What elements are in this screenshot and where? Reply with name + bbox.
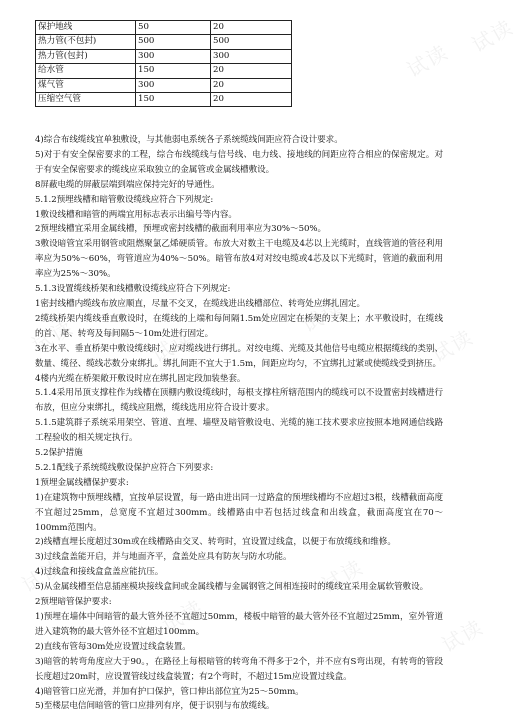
paragraph: 4楼内光缆在桥架敞开敷设时应在绑扎固定段加装垫套。: [35, 373, 246, 384]
paragraph: 1预埋金属线槽保护要求:: [35, 477, 129, 488]
section-heading: 5.2保护措施: [35, 448, 83, 459]
table-cell: 300: [136, 49, 211, 63]
paragraph: 1)预埋在墙体中间暗管的最大管外径不宜超过50mm，楼板中暗管的最大管外径不宜超过25mm，室外管道进入建筑物的最大管外径不宜超过100mm。: [35, 612, 443, 637]
table-row: [36, 64, 292, 78]
table-cell: 150: [136, 64, 211, 78]
paragraph: 5)至楼层电信间暗管的管口应排列有序，便于识别与布放缆线。: [35, 701, 275, 712]
paragraph: 5)从金属线槽至信息插座模块接线盒间或金属线槽与金属钢管之间相连接时的缆线宜采用金属软管敷设。: [35, 582, 429, 593]
paragraph: 4)过线盒和接线盒盒盖应能抗压。: [35, 567, 164, 578]
table-cell: 300: [136, 78, 211, 92]
table-cell: 50: [136, 21, 211, 35]
section-heading: 5.1.2预埋线槽和暗管敷设缆线应符合下列规定:: [35, 194, 214, 205]
table-row: [36, 49, 292, 63]
table-cell: 20: [211, 93, 292, 107]
watermark: 试读: [317, 554, 368, 598]
paragraph: 2)直线布管每30m处应设置过线盒装置。: [35, 641, 191, 652]
paragraph: 1密封线槽内缆线布放应顺直，尽量不交叉，在缆线进出线槽部位、转弯处应绑扎固定。: [35, 298, 366, 309]
paragraph: 3敷设暗管宜采用钢管或阻燃聚氯乙烯硬质管。布放大对数主干电缆及4芯以上光缆时，直线管道的管径利用率应为50%～60%，弯管道应为40%～50%。暗管布放4对对绞电缆或4芯及以下光缆时，管道的截面利用率应为25%～30%。: [35, 239, 443, 280]
table-cell: 保护地线: [36, 21, 136, 35]
paragraph: 2预埋线槽宜采用金属线槽，预埋或密封线槽的截面利用率应为30%～50%。: [35, 224, 327, 235]
paragraph: 3)过线盒盖能开启，并与地面齐平，盒盖处应具有防灰与防水功能。: [35, 552, 292, 563]
watermark: 试读: [147, 324, 198, 368]
watermark: 试读: [437, 614, 488, 658]
paragraph: 3在水平、垂直桥架中敷设缆线时，应对缆线进行绑扎。对绞电缆、光缆及其他信号电缆应根据缆线的类别、数量、缆径、缆线芯数分束绑扎。绑扎间距不宜大于1.5m，间距应均匀，不宜绑扎过紧或使缆线受到挤压。: [35, 343, 443, 369]
paragraph: 5.1.4采用吊顶支撑柱作为线槽在顶棚内敷设缆线时，每根支撑柱所辖范围内的缆线可以不设置密封线槽进行布放，但应分束绑扎，缆线应阻燃，缆线选用应符合设计要求。: [35, 388, 443, 414]
table-cell: 500: [136, 35, 211, 49]
watermark: 试读: [402, 39, 453, 83]
watermark: 试读: [467, 14, 518, 58]
table-cell: 20: [211, 78, 292, 92]
paragraph: 5.1.5建筑群子系统采用架空、管道、直埋、墙壁及暗管敷设电、光缆的施工技术要求应按照本地网通信线路工程验收的相关规定执行。: [35, 418, 443, 444]
pipe-spacing-table: [35, 20, 292, 107]
table-cell: 热力管(包封): [36, 49, 136, 63]
table-cell: 煤气管: [36, 78, 136, 92]
table-cell: 热力管(不包封): [36, 35, 136, 49]
table-cell: 150: [136, 93, 211, 107]
watermark: 试读: [27, 314, 78, 358]
table-cell: 给水管: [36, 64, 136, 78]
paragraph: 8屏蔽电缆的屏蔽层端到端应保持完好的导通性。: [35, 179, 220, 190]
table-cell: 500: [211, 35, 292, 49]
table-row: [36, 93, 292, 107]
watermark: 试读: [297, 294, 348, 338]
watermark: 试读: [17, 554, 68, 598]
paragraph: 2缆线桥架内缆线垂直敷设时，在缆线的上端和每间隔1.5m处应固定在桥架的支架上；水平敷设时，在缆线的首、尾、转弯及每间隔5～10m处进行固定。: [35, 313, 443, 339]
document-body: [35, 133, 443, 714]
table-row: [36, 35, 292, 49]
section-heading: 5.2.1配线子系统缆线敷设保护应符合下列要求:: [35, 462, 214, 473]
paragraph: 2预埋暗管保护要求:: [35, 597, 112, 608]
table-row: [36, 21, 292, 35]
paragraph: 2)线槽直埋长度超过30m或在线槽路由交叉、转弯时，宜设置过线盒，以便于布放缆线和维修。: [35, 537, 396, 548]
paragraph: 3)暗管的转弯角度应大于90。，在路径上每根暗管的转弯角不得多于2个，并不应有S弯出现，有转弯的管段长度超过20m时，应设置管线过线盒装置；有2个弯时，不超过15m应设置过线盒。: [35, 656, 443, 682]
paragraph: 4)暗管管口应光滑，并加有护口保护，管口伸出部位宜为25～50mm。: [35, 686, 304, 697]
paragraph: 1)在建筑物中预埋线槽，宜按单层设置，每一路由进出同一过路盒的预埋线槽均不应超过3根，线槽截面高度不宜超过25mm，总宽度不宜超过300mm。线槽路由中若包括过线盒和出线盒，截面高度宜在70～100mm范围内。: [35, 492, 443, 533]
table-row: [36, 78, 292, 92]
paragraph: 5)对于有安全保密要求的工程，综合布线缆线与信号线、电力线、接地线的间距应符合相应的保密规定。对于有安全保密要求的缆线应采取独立的金属管或金属线槽敷设。: [35, 149, 443, 175]
paragraph: 4)综合布线缆线宜单独敷设，与其他弱电系统各子系统缆线间距应符合设计要求。: [35, 135, 343, 145]
section-heading: 5.1.3设置缆线桥架和线槽敷设缆线应符合下列规定:: [35, 284, 231, 295]
table-cell: 压缩空气管: [36, 93, 136, 107]
paragraph: 1敷设线槽和暗管的两端宜用标志表示出编号等内容。: [35, 209, 237, 220]
table-cell: 300: [211, 49, 292, 63]
watermark: 试读: [427, 324, 478, 368]
watermark: 试读: [157, 594, 208, 638]
table-cell: 20: [211, 64, 292, 78]
table-cell: 20: [211, 21, 292, 35]
